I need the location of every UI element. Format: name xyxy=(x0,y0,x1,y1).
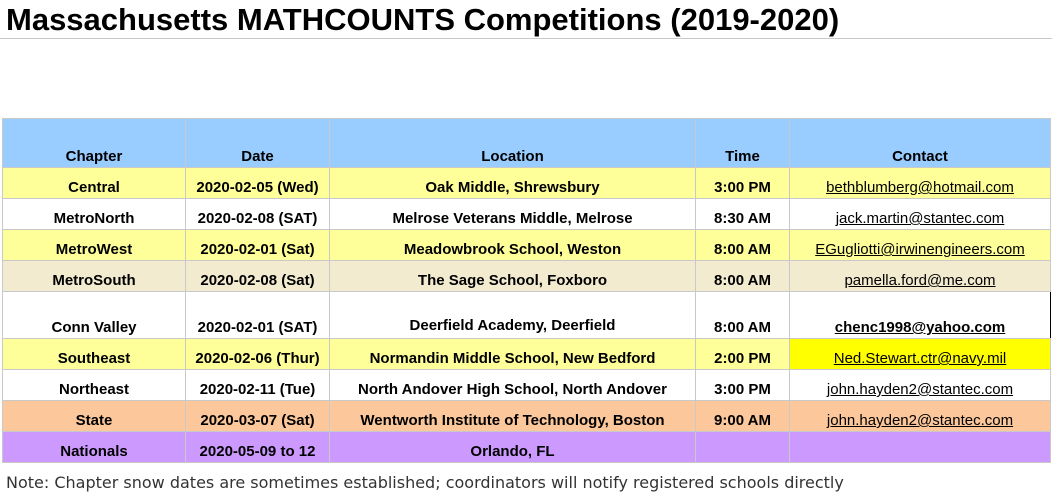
contact-email-link[interactable]: john.hayden2@stantec.com xyxy=(790,370,1051,401)
title-divider xyxy=(0,38,1052,39)
page-title: Massachusetts MATHCOUNTS Competitions (2019-2020) xyxy=(6,2,840,37)
contact-email-link[interactable]: pamella.ford@me.com xyxy=(790,261,1051,292)
time-cell: 8:30 AM xyxy=(696,199,790,230)
date-cell: 2020-02-01 (Sat) xyxy=(186,230,330,261)
time-cell: 3:00 PM xyxy=(696,168,790,199)
table-header-row xyxy=(3,119,1051,168)
header-date: Date xyxy=(186,119,330,168)
time-cell: 3:00 PM xyxy=(696,370,790,401)
table-row xyxy=(3,261,1051,292)
date-cell: 2020-03-07 (Sat) xyxy=(186,401,330,432)
table-row xyxy=(3,199,1051,230)
contact-email-link[interactable]: Ned.Stewart.ctr@navy.mil xyxy=(790,339,1051,370)
chapter-cell: MetroWest xyxy=(3,230,186,261)
contact-email-link[interactable]: john.hayden2@stantec.com xyxy=(790,401,1051,432)
header-contact: Contact xyxy=(790,119,1051,168)
location-cell: Meadowbrook School, Weston xyxy=(330,230,696,261)
chapter-cell: Northeast xyxy=(3,370,186,401)
chapter-cell: Southeast xyxy=(3,339,186,370)
location-cell: Melrose Veterans Middle, Melrose xyxy=(330,199,696,230)
time-cell: 8:00 AM xyxy=(696,230,790,261)
time-cell: 8:00 AM xyxy=(696,261,790,292)
header-location: Location xyxy=(330,119,696,168)
header-time: Time xyxy=(696,119,790,168)
header-chapter: Chapter xyxy=(3,119,186,168)
table-row xyxy=(3,432,1051,463)
time-cell xyxy=(696,432,790,463)
location-cell: Oak Middle, Shrewsbury xyxy=(330,168,696,199)
location-cell: North Andover High School, North Andover xyxy=(330,370,696,401)
time-cell: 9:00 AM xyxy=(696,401,790,432)
contact-email-link[interactable]: EGugliotti@irwinengineers.com xyxy=(790,230,1051,261)
date-cell: 2020-02-05 (Wed) xyxy=(186,168,330,199)
date-cell: 2020-02-01 (SAT) xyxy=(186,292,330,339)
chapter-cell: Nationals xyxy=(3,432,186,463)
contact-email-link[interactable]: jack.martin@stantec.com xyxy=(790,199,1051,230)
date-cell: 2020-02-08 (SAT) xyxy=(186,199,330,230)
table-row xyxy=(3,370,1051,401)
contact-email-link[interactable]: bethblumberg@hotmail.com xyxy=(790,168,1051,199)
table-row xyxy=(3,230,1051,261)
chapter-cell: State xyxy=(3,401,186,432)
date-cell: 2020-02-08 (Sat) xyxy=(186,261,330,292)
location-cell: Orlando, FL xyxy=(330,432,696,463)
table-row xyxy=(3,292,1051,339)
footnote: Note: Chapter snow dates are sometimes established; coordinators will notify registered schools directly xyxy=(6,473,844,492)
date-cell: 2020-02-06 (Thur) xyxy=(186,339,330,370)
date-cell: 2020-05-09 to 12 xyxy=(186,432,330,463)
location-cell: Deerfield Academy, Deerfield xyxy=(330,292,696,339)
date-cell: 2020-02-11 (Tue) xyxy=(186,370,330,401)
table-row xyxy=(3,339,1051,370)
time-cell: 8:00 AM xyxy=(696,292,790,339)
table-row xyxy=(3,401,1051,432)
contact-cell xyxy=(790,432,1051,463)
location-cell: Wentworth Institute of Technology, Boston xyxy=(330,401,696,432)
time-cell: 2:00 PM xyxy=(696,339,790,370)
chapter-cell: Central xyxy=(3,168,186,199)
location-cell: Normandin Middle School, New Bedford xyxy=(330,339,696,370)
contact-email-link[interactable]: chenc1998@yahoo.com xyxy=(790,292,1051,339)
chapter-cell: MetroNorth xyxy=(3,199,186,230)
location-cell: The Sage School, Foxboro xyxy=(330,261,696,292)
competitions-table xyxy=(2,118,1051,463)
chapter-cell: MetroSouth xyxy=(3,261,186,292)
table-row xyxy=(3,168,1051,199)
chapter-cell: Conn Valley xyxy=(3,292,186,339)
